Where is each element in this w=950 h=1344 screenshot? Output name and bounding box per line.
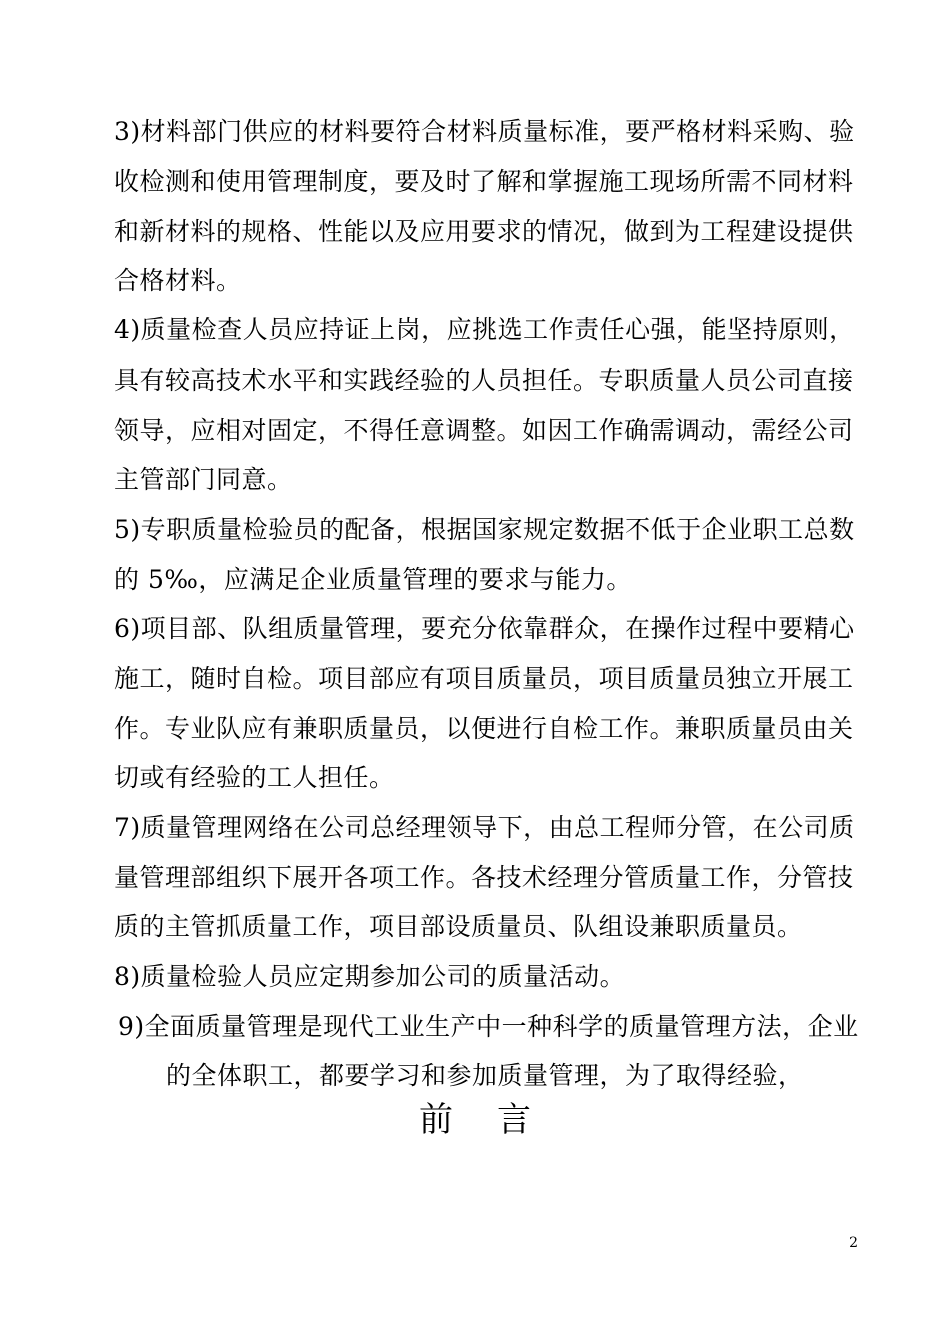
- text-line-17: 质的主管抓质量工作，项目部设质量员、队组设兼职质量员。: [114, 912, 803, 941]
- text-line-15: 7)质量管理网络在公司总经理领导下，由总工程师分管，在公司质: [114, 813, 855, 842]
- text-line-20: 的全体职工，都要学习和参加质量管理，为了取得经验，: [166, 1061, 804, 1090]
- text-line-10: 的 5‰，应满足企业质量管理的要求与能力。: [114, 565, 632, 594]
- text-line-2: 收检测和使用管理制度，要及时了解和掌握施工现场所需不同材料: [114, 167, 854, 196]
- section-heading: 前言: [419, 1100, 575, 1140]
- text-line-14: 切或有经验的工人担任。: [114, 763, 395, 792]
- text-line-11: 6)项目部、队组质量管理，要充分依靠群众，在操作过程中要精心: [114, 614, 855, 643]
- text-line-12: 施工，随时自检。项目部应有项目质量员，项目质量员独立开展工: [114, 664, 854, 693]
- text-line-16: 量管理部组织下展开各项工作。各技术经理分管质量工作，分管技: [114, 863, 854, 892]
- text-line-13: 作。专业队应有兼职质量员，以便进行自检工作。兼职质量员由关: [114, 714, 854, 743]
- text-line-19: 9)全面质量管理是现代工业生产中一种科学的质量管理方法，企业: [118, 1012, 859, 1041]
- text-line-7: 领导，应相对固定，不得任意调整。如因工作确需调动，需经公司: [114, 416, 854, 445]
- text-line-3: 和新材料的规格、性能以及应用要求的情况，做到为工程建设提供: [114, 217, 854, 246]
- text-line-4: 合格材料。: [114, 266, 242, 295]
- text-line-18: 8)质量检验人员应定期参加公司的质量活动。: [114, 962, 626, 991]
- text-line-6: 具有较高技术水平和实践经验的人员担任。专职质量人员公司直接: [114, 366, 854, 395]
- text-line-9: 5)专职质量检验员的配备，根据国家规定数据不低于企业职工总数: [114, 515, 855, 544]
- text-line-1: 3)材料部门供应的材料要符合材料质量标准，要严格材料采购、验: [114, 117, 855, 146]
- text-line-8: 主管部门同意。: [114, 465, 293, 494]
- text-line-5: 4)质量检查人员应持证上岗，应挑选工作责任心强，能坚持原则，: [114, 315, 855, 344]
- page-number: 2: [849, 1235, 858, 1251]
